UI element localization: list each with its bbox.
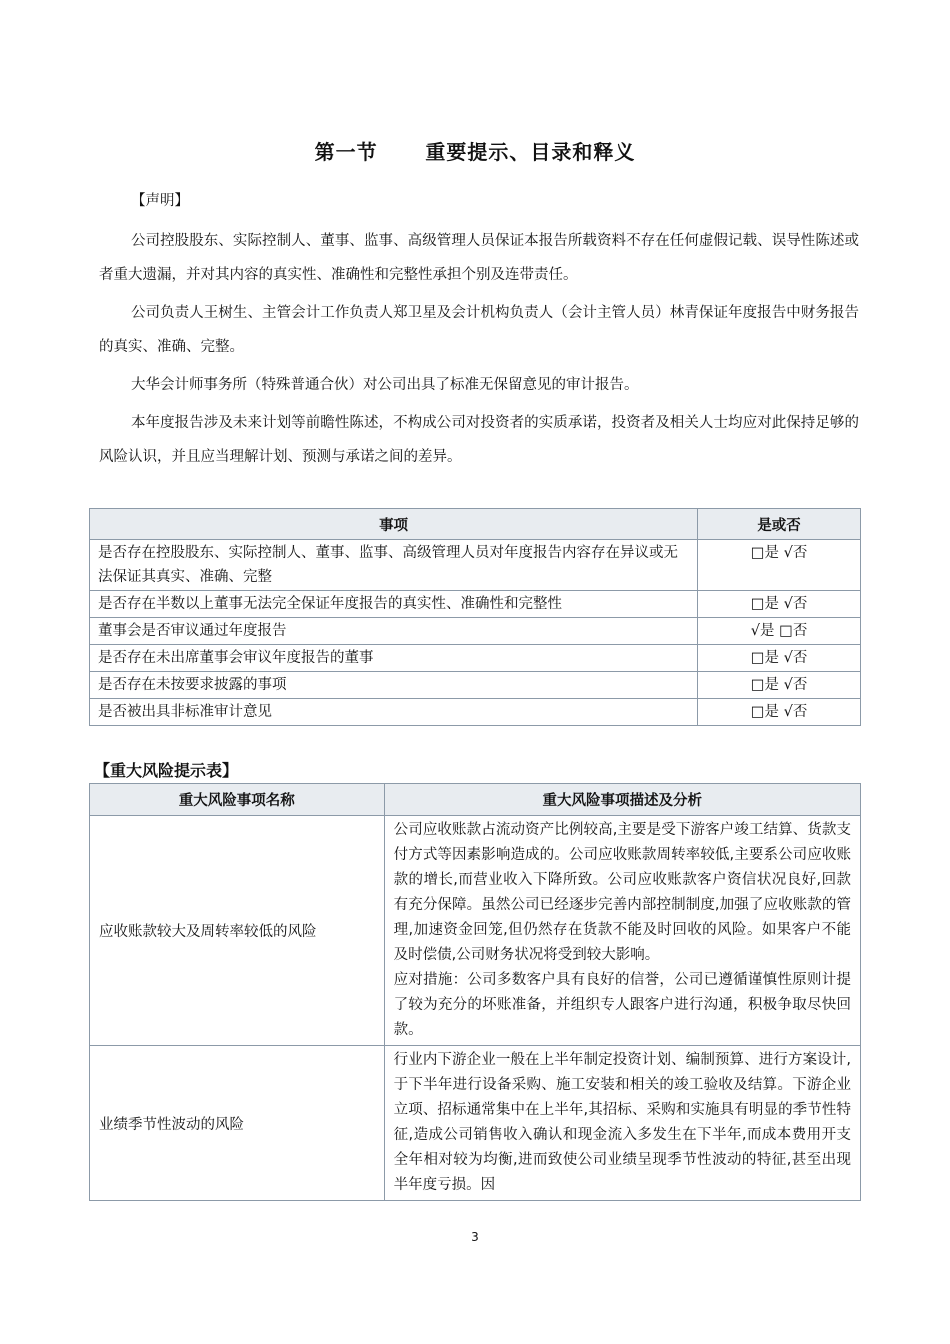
table-row <box>90 672 861 699</box>
matters-header-answer: 是或否 <box>698 509 861 540</box>
statement-paragraph-3: 大华会计师事务所（特殊普通合伙）对公司出具了标准无保留意见的审计报告。 <box>131 377 639 393</box>
risk-header-name: 重大风险事项名称 <box>90 784 385 816</box>
risk-section-title: 【重大风险提示表】 <box>94 761 239 780</box>
risk-measures: 应对措施：公司多数客户具有良好的信誉，公司已遵循谨慎性原则计提了较为充分的坏账准备，并组织专人跟客户进行沟通，积极争取尽快回款。 <box>393 972 851 1038</box>
table-row <box>90 816 861 1046</box>
matter-answer: □是 √否 <box>698 672 861 699</box>
matter-item: 是否存在未按要求披露的事项 <box>90 672 698 699</box>
statement-paragraph-1: 公司控股股东、实际控制人、董事、监事、高级管理人员保证本报告所载资料不存在任何虚假记载、误导性陈述或者重大遗漏，并对其内容的真实性、准确性和完整性承担个别及连带责任。 <box>99 233 859 283</box>
section-title: 第一节 重要提示、目录和释义 <box>314 140 636 164</box>
statement-paragraph-2: 公司负责人王树生、主管会计工作负责人郑卫星及会计机构负责人（会计主管人员）林青保证年度报告中财务报告的真实、准确、完整。 <box>99 305 859 355</box>
matter-item: 是否存在控股股东、实际控制人、董事、监事、高级管理人员对年度报告内容存在异议或无法保证其真实、准确、完整 <box>90 540 698 591</box>
matters-header-item: 事项 <box>90 509 698 540</box>
page-number: 3 <box>471 1230 479 1244</box>
matters-table-header <box>90 509 861 540</box>
table-row <box>90 618 861 645</box>
matter-item: 董事会是否审议通过年度报告 <box>90 618 698 645</box>
table-row <box>90 699 861 726</box>
table-row <box>90 645 861 672</box>
risk-description: 公司应收账款占流动资产比例较高,主要是受下游客户竣工结算、货款支付方式等因素影响造成的。公司应收账款周转率较低,主要系公司应收账款的增长,而营业收入下降所致。公司应收账款客户资信状况良好,回款有充分保障。虽然公司已经逐步完善内部控制制度,加强了应收账款的管理,加速资金回笼,但仍然存在货款不能及时回收的风险。如果客户不能及时偿债,公司财务状况将受到较大影响。 <box>393 822 851 963</box>
risk-table <box>89 783 861 1201</box>
table-row <box>90 591 861 618</box>
matter-item: 是否被出具非标准审计意见 <box>90 699 698 726</box>
risk-description: 行业内下游企业一般在上半年制定投资计划、编制预算、进行方案设计,于下半年进行设备采购、施工安装和相关的竣工验收及结算。下游企业立项、招标通常集中在上半年,其招标、采购和实施具有明显的季节性特征,造成公司销售收入确认和现金流入多发生在下半年,而成本费用开支全年相对较为均衡,进而致使公司业绩呈现季节性波动的特征,甚至出现半年度亏损。因 <box>393 1052 851 1193</box>
matters-table <box>89 508 861 726</box>
matter-answer: □是 √否 <box>698 540 861 591</box>
matter-answer: □是 √否 <box>698 645 861 672</box>
risk-name: 应收账款较大及周转率较低的风险 <box>90 816 385 1046</box>
matter-item: 是否存在未出席董事会审议年度报告的董事 <box>90 645 698 672</box>
matter-answer: √是 □否 <box>698 618 861 645</box>
matter-answer: □是 √否 <box>698 699 861 726</box>
table-row <box>90 540 861 591</box>
risk-name: 业绩季节性波动的风险 <box>90 1046 385 1201</box>
statement-label: 【声明】 <box>131 193 189 209</box>
matter-answer: □是 √否 <box>698 591 861 618</box>
risk-header-description: 重大风险事项描述及分析 <box>384 784 860 816</box>
table-row <box>90 1046 861 1201</box>
risk-description-cell <box>384 1046 860 1201</box>
risk-table-header <box>90 784 861 816</box>
risk-description-cell <box>384 816 860 1046</box>
matter-item: 是否存在半数以上董事无法完全保证年度报告的真实性、准确性和完整性 <box>90 591 698 618</box>
statement-paragraph-4: 本年度报告涉及未来计划等前瞻性陈述，不构成公司对投资者的实质承诺，投资者及相关人士均应对此保持足够的风险认识，并且应当理解计划、预测与承诺之间的差异。 <box>99 415 859 465</box>
